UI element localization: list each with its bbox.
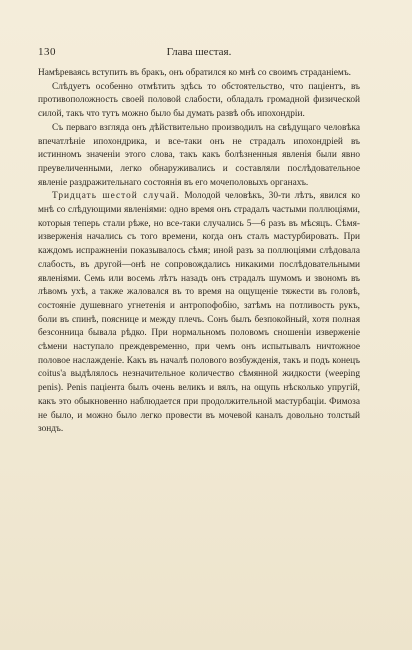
paragraph-text: Намѣреваясь вступить въ бракъ, онъ обратился ко мнѣ со своимъ страданіемъ. bbox=[38, 68, 352, 78]
body-text bbox=[38, 67, 360, 437]
running-head: Глава шестая. bbox=[166, 46, 232, 58]
paragraph-text: Слѣдуетъ особенно отмѣтить здѣсь то обстоятельство, что паціентъ, въ противоположность своей половой слабости, обладалъ громадной физической силой, такъ что тутъ можно было бы думать развѣ объ ипохондріи. bbox=[38, 81, 360, 120]
paragraph-text: Съ перваго взгляда онъ дѣйствительно производилъ на свѣдущаго человѣка впечатлѣніе ипохондрика, и все-таки онъ не страдалъ ипохондріей въ истинномъ значеніи этого слова, такъ какъ болѣзненныя явленія были явно преувеличенными, легко обнаруживались и составляли послѣдовательное явленіе раздражительнаго состоянія въ его мочеполовыхъ органахъ. bbox=[38, 122, 360, 188]
paragraph-1 bbox=[38, 67, 360, 81]
paragraph-text: Молодой человѣкъ, 30-ти лѣтъ, явился ко мнѣ со слѣдующими явленіями: одно время онъ страдалъ частыми поллюціями, которыя теперь стали рѣже, но все-таки случались 5—6 разъ въ мѣсяцъ. Сѣмя-изверженія начались съ того времени, когда онъ сталъ мастурбировать. При каждомъ испражненіи показывалось сѣмя; иной разъ за поллюціями слѣдовала слабость, въ другой—онѣ не сопровождались никакими послѣдовательными явленіями. Семь или восемь лѣтъ назадъ онъ страдалъ шумомъ и звономъ въ лѣвомъ ухѣ, а также жаловался въ то время на ощущеніе тяжести въ головѣ, состояніе душевнаго угнетенія и антропофобію, затѣмъ на потливость рукъ, боли въ спинѣ, пояснице и между плечъ. Сонъ былъ безпокойный, хотя полная безсонница бывала рѣдко. При нормальномъ половомъ сношеніи изверженіе сѣмени наступало преждевременно, при чемъ онъ испытывалъ ничтожное половое наслажденіе. Какъ въ началѣ полового возбужденія, такъ и подъ конецъ coitus'а выдѣлялось незначительное количество сѣмянной жидкости (weeping penis). Penis паціента былъ очень великъ и вялъ, на ощупь нѣсколько упругій, какъ это обыкновенно наблюдается при продолжительной мастурбаціи. Фимоза не было, и можно было легко провести въ мочевой каналъ довольно толстый зондъ. bbox=[38, 191, 360, 435]
case-heading: Тридцать шестой случай. bbox=[52, 191, 180, 202]
page-number: 130 bbox=[38, 46, 56, 58]
paragraph-3 bbox=[38, 122, 360, 191]
page-header bbox=[38, 46, 360, 60]
paragraph-2 bbox=[38, 81, 360, 122]
paragraph-4 bbox=[38, 190, 360, 437]
